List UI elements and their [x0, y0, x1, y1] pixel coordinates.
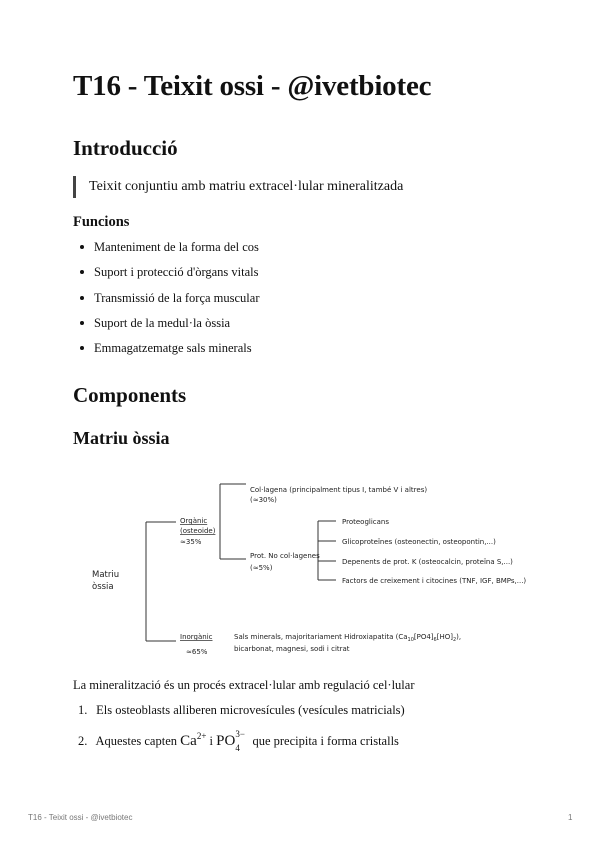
- list-item: [78, 726, 405, 752]
- diagram-root-label: Matriu: [92, 570, 120, 580]
- diagram-root-label: òssia: [92, 582, 114, 592]
- inorganic-description: Sals minerals, majoritariament Hidroxiapatita $(Ca_{10}[PO4]_6[HO]_2)$,: [234, 633, 462, 643]
- organic-percentage: ≈35%: [180, 538, 202, 546]
- page-title: T16 - Teixit ossi - @ivetbiotec: [73, 70, 432, 102]
- noncollagen-item: Factors de creixement i citocines (TNF, IGF, BMPs,...): [342, 577, 527, 585]
- list-item: Suport i protecció d'òrgans vitals: [80, 263, 259, 288]
- list-item: Emmagatzematge sals minerals: [80, 339, 259, 364]
- inorganic-description-line2: bicarbonat, magnesi, sodi i citrat: [234, 645, 350, 653]
- section-heading-introduccio: Introducció: [73, 136, 178, 160]
- mineralization-paragraph: La mineralització és un procés extracel·lular amb regulació cel·lular: [73, 678, 415, 692]
- noncollagen-percentage: (≈5%): [250, 564, 273, 572]
- inorganic-label: Inorgànic: [180, 633, 213, 641]
- step-number: 2.: [78, 734, 88, 748]
- page-number: 1: [568, 813, 573, 822]
- subsection-heading-matriu-ossia: Matriu òssia: [73, 428, 170, 448]
- step-text: Els osteoblasts alliberen microvesícules (vesícules matricials): [96, 703, 405, 717]
- step-number: 1.: [78, 703, 88, 717]
- diagram-connectors: [146, 484, 336, 641]
- step-text: que precipita i forma cristalls: [249, 734, 399, 748]
- list-item: Suport de la medul·la òssia: [80, 314, 259, 339]
- organic-label: (osteoide): [180, 527, 216, 535]
- definition-quote: Teixit conjuntiu amb matriu extracel·lular mineralitzada: [73, 176, 403, 198]
- footer-title: T16 - Teixit ossi - @ivetbiotec: [28, 813, 133, 822]
- inorganic-percentage: ≈65%: [186, 648, 208, 656]
- step-text: Aquestes capten: [95, 734, 181, 748]
- mineralization-steps: [78, 700, 405, 752]
- step-text: i: [206, 734, 217, 748]
- noncollagen-item: Glicoproteïnes (osteonectin, osteopontin,...): [342, 538, 496, 546]
- collagen-percentage: (≈30%): [250, 496, 277, 504]
- list-item: [78, 700, 405, 726]
- list-item: Manteniment de la forma del cos: [80, 238, 259, 263]
- list-item: Transmissió de la força muscular: [80, 289, 259, 314]
- section-heading-components: Components: [73, 383, 187, 407]
- organic-label: Orgànic: [180, 517, 208, 525]
- noncollagen-item: Proteoglicans: [342, 518, 389, 526]
- phosphate-formula: PO 3− 4: [216, 729, 245, 753]
- collagen-label: Col·lagena (principalment tipus I, també V i altres): [250, 486, 428, 494]
- calcium-formula: $Ca^{2+}$: [180, 731, 207, 749]
- functions-heading: Funcions: [73, 214, 130, 230]
- noncollagen-label: Prot. No col·lagenes: [250, 552, 320, 560]
- noncollagen-item: Depenents de prot. K (osteocalcin, proteïna S,...): [342, 558, 513, 566]
